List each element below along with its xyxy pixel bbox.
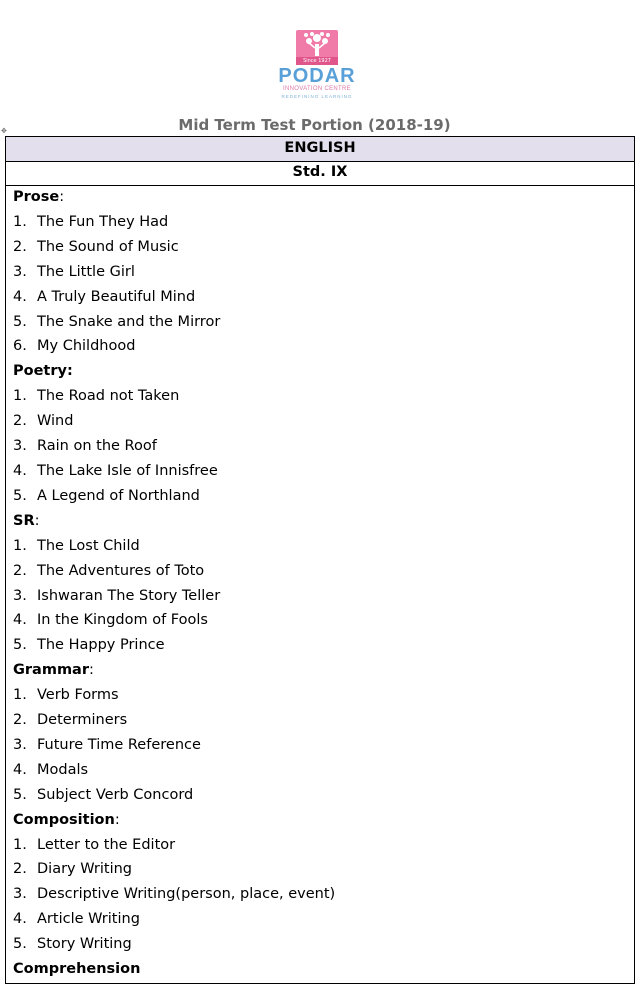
section-heading (13, 808, 628, 833)
list-item (13, 484, 628, 509)
list-item (13, 334, 628, 359)
list-item (13, 210, 628, 235)
list-item-number: 5. (13, 637, 27, 654)
portion-list (13, 185, 628, 982)
section-heading-label: Prose (13, 189, 60, 205)
list-item-text: The Happy Prince (37, 637, 165, 654)
list-item-text: Wind (37, 413, 74, 430)
list-item-number: 1. (13, 537, 27, 554)
list-item-number: 1. (13, 213, 27, 230)
list-item (13, 882, 628, 907)
section-heading-suffix: : (59, 189, 65, 205)
list-item-text: Letter to the Editor (37, 836, 176, 853)
list-item-number: 3. (13, 736, 27, 753)
standard-header: Std. IX (6, 161, 634, 186)
list-item-number: 6. (13, 338, 27, 355)
logo-since: Since 1927 (296, 57, 338, 65)
list-item (13, 833, 628, 858)
list-item-number: 3. (13, 438, 27, 455)
list-item-text: The Snake and the Mirror (37, 313, 221, 330)
section-heading (13, 185, 628, 210)
list-item-text: The Sound of Music (37, 238, 179, 255)
section-heading-label: SR (13, 512, 35, 529)
list-item-text: The Fun They Had (37, 213, 169, 230)
list-item-text: The Little Girl (37, 263, 135, 280)
section-heading (13, 957, 628, 982)
list-item (13, 285, 628, 310)
list-item-text: My Childhood (37, 338, 136, 355)
list-item (13, 758, 628, 783)
list-item-text: Descriptive Writing(person, place, event) (37, 886, 336, 903)
list-item-number: 1. (13, 388, 27, 405)
list-item-text: A Legend of Northland (37, 487, 200, 504)
section-heading (13, 359, 628, 384)
list-item (13, 384, 628, 409)
list-item-text: Subject Verb Concord (37, 786, 194, 803)
logo-name: PODAR (278, 65, 356, 87)
list-item-text: Story Writing (37, 936, 132, 953)
list-item-number: 5. (13, 786, 27, 803)
list-item (13, 857, 628, 882)
section-heading (13, 658, 628, 683)
list-item-number: 5. (13, 936, 27, 953)
list-item-text: Diary Writing (37, 861, 133, 878)
list-item (13, 459, 628, 484)
list-item (13, 584, 628, 609)
list-item-number: 4. (13, 462, 27, 479)
list-item-number: 1. (13, 687, 27, 704)
list-item-text: Ishwaran The Story Teller (37, 587, 221, 604)
subject-header: ENGLISH (6, 137, 634, 162)
list-item (13, 534, 628, 559)
section-heading-label: Comprehension (13, 961, 141, 978)
list-item-text: Modals (37, 761, 89, 778)
list-item-number: 5. (13, 313, 27, 330)
list-item-number: 4. (13, 761, 27, 778)
list-item-number: 4. (13, 911, 27, 928)
list-item-text: Future Time Reference (37, 736, 201, 753)
list-item (13, 708, 628, 733)
podar-logo (262, 30, 372, 100)
list-item-text: The Lost Child (37, 537, 140, 554)
section-heading-label: Composition (13, 811, 115, 828)
list-item-text: Verb Forms (37, 687, 119, 704)
section-heading-label: Poetry: (13, 363, 73, 380)
list-item-number: 3. (13, 263, 27, 280)
list-item (13, 907, 628, 932)
list-item-number: 2. (13, 861, 27, 878)
list-item (13, 633, 628, 658)
list-item (13, 559, 628, 584)
list-item-text: In the Kingdom of Fools (37, 612, 208, 629)
section-heading-suffix: : (34, 512, 40, 529)
list-item-number: 3. (13, 587, 27, 604)
list-item-number: 2. (13, 413, 27, 430)
table-anchor-icon: ✥ (1, 127, 7, 135)
list-item-number: 1. (13, 836, 27, 853)
logo-tagline: REDEFINING LEARNING (281, 94, 353, 99)
list-item-text: Article Writing (37, 911, 140, 928)
document-title: Mid Term Test Portion (2018-19) (178, 116, 451, 134)
list-item (13, 783, 628, 808)
list-item (13, 434, 628, 459)
list-item (13, 733, 628, 758)
section-heading-suffix: : (89, 662, 94, 679)
list-item-number: 3. (13, 886, 27, 903)
portion-table (5, 136, 635, 984)
list-item-text: Determiners (37, 712, 128, 729)
list-item-number: 4. (13, 288, 27, 305)
list-item (13, 310, 628, 335)
list-item-text: Rain on the Roof (37, 438, 157, 455)
list-item (13, 683, 628, 708)
list-item (13, 409, 628, 434)
list-item (13, 235, 628, 260)
list-item (13, 932, 628, 957)
list-item-number: 5. (13, 487, 27, 504)
list-item (13, 260, 628, 285)
list-item-text: The Adventures of Toto (37, 562, 205, 579)
list-item (13, 608, 628, 633)
list-item-number: 2. (13, 238, 27, 255)
list-item-text: A Truly Beautiful Mind (37, 288, 196, 305)
section-heading (13, 509, 628, 534)
logo-subtitle: INNOVATION CENTRE (283, 86, 351, 92)
list-item-number: 4. (13, 612, 27, 629)
section-heading-suffix: : (114, 811, 120, 828)
list-item-text: The Road not Taken (37, 388, 180, 405)
list-item-number: 2. (13, 712, 27, 729)
list-item-number: 2. (13, 562, 27, 579)
list-item-text: The Lake Isle of Innisfree (37, 462, 218, 479)
section-heading-label: Grammar (13, 662, 89, 679)
